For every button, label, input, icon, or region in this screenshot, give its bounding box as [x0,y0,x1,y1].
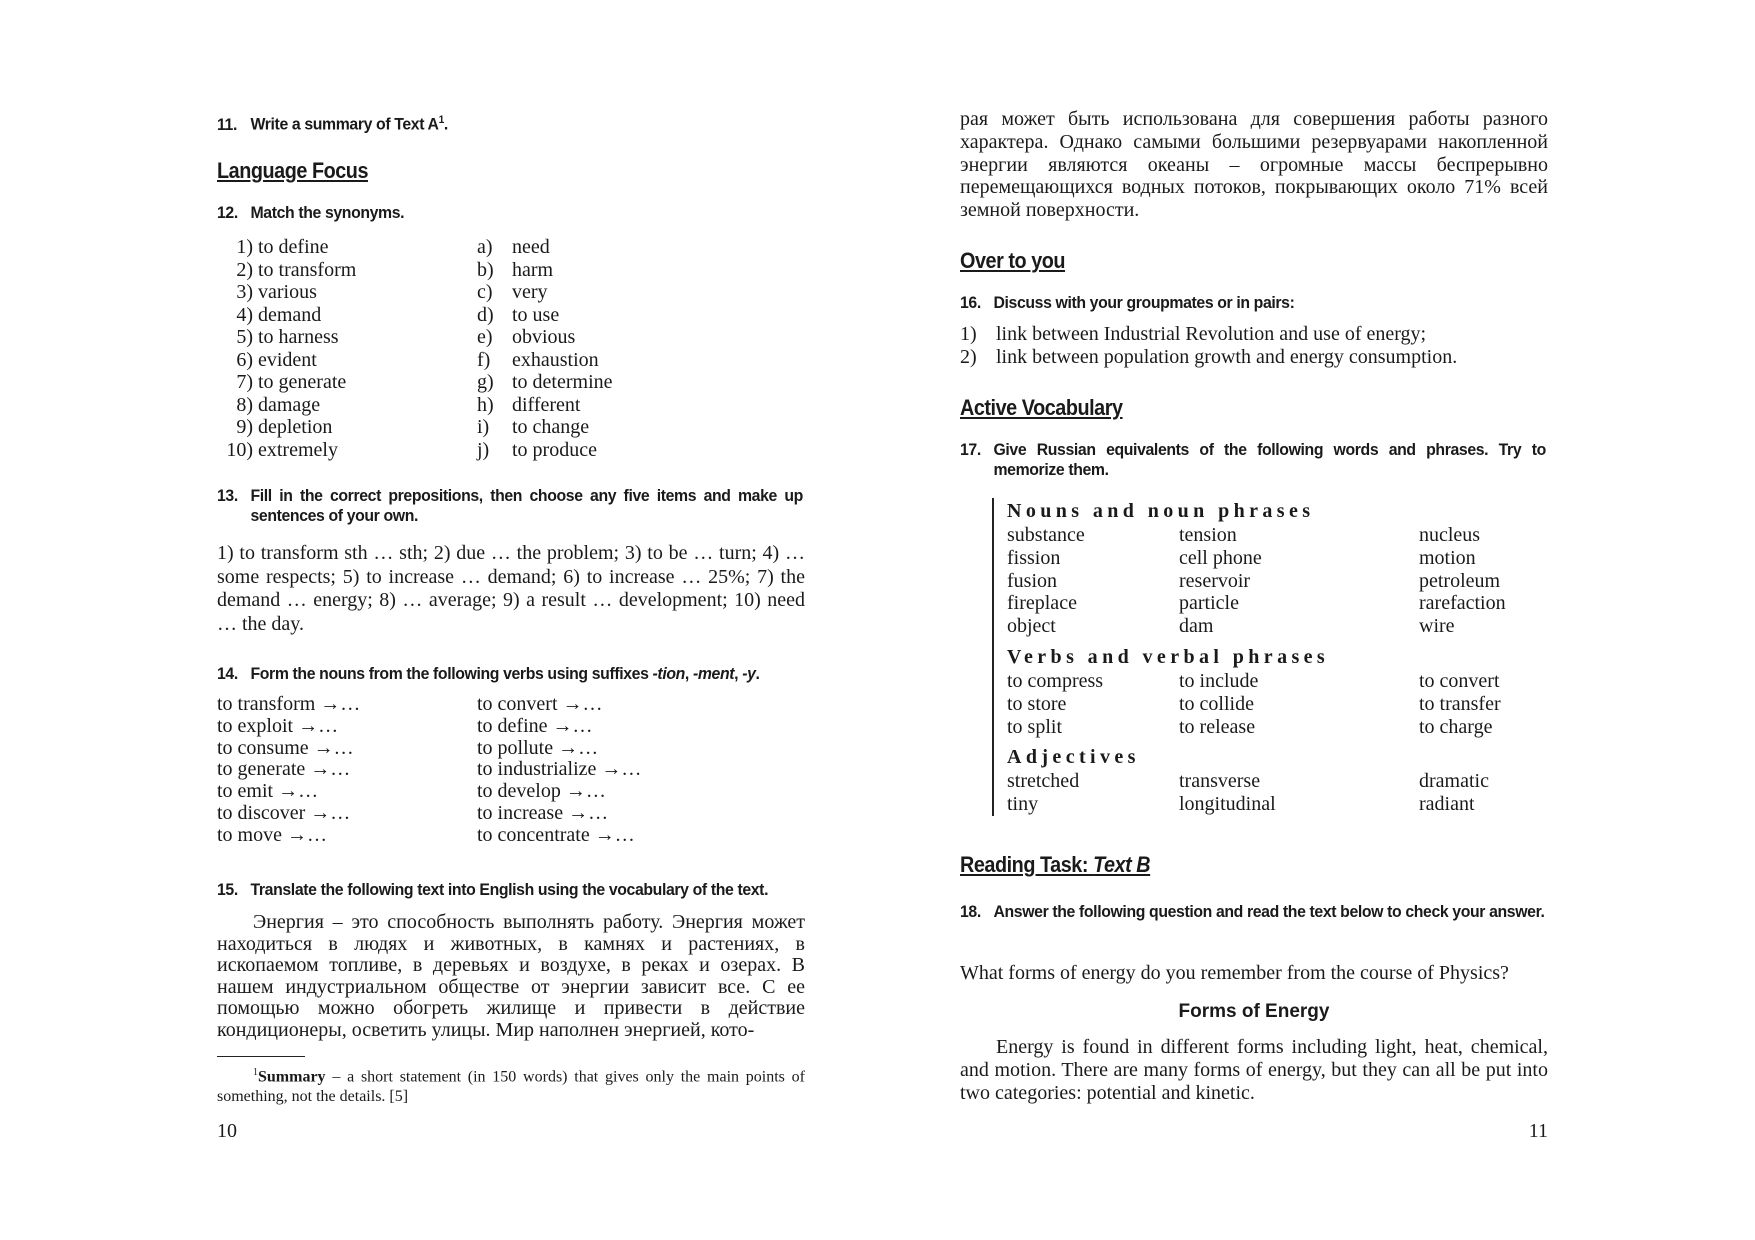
vocab-word: fireplace [1007,592,1077,615]
page-number: 10 [217,1120,237,1142]
vocab-word: to collide [1179,692,1254,715]
verb-item: to convert →… [477,693,603,715]
vocab-word: to include [1179,669,1259,692]
footnote: $^1$Summary – a short statement (in 150 words) that gives only the main points of something, not the details. [5] [217,1067,805,1106]
footnote-rule [217,1056,305,1057]
synonym-item: 5) to harness [236,326,339,348]
synonym-item: 9) depletion [236,416,333,438]
vocab-word: radiant [1419,793,1475,816]
verb-item: to exploit →… [217,714,339,737]
verbs-left [217,694,477,847]
vocab-word: object [1007,615,1056,638]
synonyms-right [477,236,777,461]
vocab-word: substance [1007,524,1085,546]
verb-item: to move →… [217,823,327,846]
discussion-item: 1) link between Industrial Revolution and use of energy; [960,323,1427,345]
vocab-word: to charge [1419,715,1493,738]
text-title: Forms of Energy [1178,1001,1330,1022]
nouns-heading: Nouns and noun phrases [1007,500,1315,522]
left-page [217,0,805,1240]
verb-item: to discover →… [217,801,351,824]
verb-item: to increase →… [477,801,609,824]
text-continuation: рая может быть использована для совершения работы разного характера. Однако самыми большими резервуарами накопленной энергии являются океаны – огромные массы беспрерывно перемещающихся водных потоков, покрывающих около 71% всей земной поверхности. [960,108,1548,222]
verb-item: to consume →… [217,736,354,759]
synonym-match: h) different [477,393,581,416]
vocab-word: to store [1007,692,1067,715]
right-page [960,0,1548,1240]
vocab-word: fusion [1007,569,1057,592]
synonym-match: c) very [477,281,548,303]
vocab-word: wire [1419,615,1455,638]
vocab-word: to split [1007,715,1063,738]
vocab-word: motion [1419,546,1476,569]
verbs-right [477,694,777,847]
task-16: 16. Discuss with your groupmates or in pairs: [960,293,1295,312]
adjectives-grid [1007,770,1537,816]
synonym-match: e) obvious [477,326,576,348]
adjectives-heading: Adjectives [1007,746,1140,769]
verbs-heading: Verbs and verbal phrases [1007,645,1330,668]
synonym-item: 4) demand [236,303,322,326]
text-b-body: Energy is found in different forms including light, heat, chemical, and motion. There are many forms of energy, but they can all be put into two categories: potential and kinetic. [960,1036,1548,1104]
vocab-word: to release [1179,715,1256,738]
vocab-word: tiny [1007,793,1039,816]
vocabulary-box [992,498,1537,816]
verb-item: to define →… [477,714,593,737]
section-language-focus: Language Focus [217,158,369,183]
synonym-item: 2) to transform [236,258,357,281]
nouns-grid [1007,524,1537,638]
task-12: 12. Match the synonyms. [217,203,405,222]
synonyms-left [217,236,477,461]
task-17: 17. Give Russian equivalents of the following words and phrases. Try to memorize them. [960,440,1546,479]
section-reading-task: Reading Task: Text B [960,852,1151,877]
synonym-match: d) to use [477,303,560,326]
vocab-word: particle [1179,592,1239,615]
verb-item: to concentrate →… [477,823,635,846]
vocab-word: fission [1007,546,1061,569]
synonym-match: i) to change [477,416,590,438]
task-13: 13. Fill in the correct prepositions, then choose any five items and make up sentences of your own. [217,486,803,525]
synonym-match: b) harm [477,258,554,281]
synonym-match: g) to determine [477,371,613,393]
discussion-list [960,323,1457,369]
vocab-word: to convert [1419,669,1500,692]
verb-item: to transform →… [217,693,361,715]
verb-item: to generate →… [217,758,351,781]
verb-item: to industrialize →… [477,758,642,781]
synonym-item: 1) to define [236,236,329,258]
synonym-match: a) need [477,236,550,258]
synonym-item: 10) extremely [226,438,338,461]
verbs-grid [1007,670,1537,738]
synonym-item: 3) various [236,281,317,303]
task-13-items: 1) to transform sth … sth; 2) due … the problem; 3) to be … turn; 4) … some respects; 5) to increase … demand; 6) to increase … 25%; 7) the demand … energy; 8) … average; 9) a result … development; 10) need … the day. [217,542,805,635]
vocab-word: petroleum [1419,569,1501,592]
vocab-word: dam [1179,615,1214,638]
discussion-item: 2) link between population growth and energy consumption. [960,346,1458,368]
verb-item: to emit →… [217,780,319,803]
synonym-match: f) exhaustion [477,348,599,371]
question: What forms of energy do you remember from the course of Physics? [960,962,1509,984]
vocab-word: to transfer [1419,692,1501,715]
task-14: 14. Form the nouns from the following verbs using suffixes -tion, -ment, -y. [217,664,760,683]
synonym-item: 6) evident [236,348,317,371]
verb-item: to pollute →… [477,736,599,759]
vocab-word: rarefaction [1419,592,1506,615]
vocab-word: nucleus [1419,524,1481,546]
task-18: 18. Answer the following question and read the text below to check your answer. [960,902,1545,921]
vocab-word: cell phone [1179,546,1262,569]
synonym-item: 7) to generate [236,371,347,393]
task-11: 11. Write a summary of Text $A^1$. [217,114,448,134]
page-number: 11 [1528,1120,1548,1142]
vocab-word: to compress [1007,669,1104,692]
vocab-word: transverse [1179,770,1261,793]
section-active-vocabulary: Active Vocabulary [960,395,1123,420]
vocab-word: stretched [1007,770,1080,793]
vocab-word: reservoir [1179,569,1251,592]
vocab-word: tension [1179,524,1237,546]
verb-item: to develop →… [477,780,606,803]
synonym-item: 8) damage [236,393,321,416]
vocab-word: longitudinal [1179,793,1276,816]
section-over-to-you: Over to you [960,248,1066,273]
synonyms-list [217,236,777,461]
vocab-word: dramatic [1419,770,1489,793]
task-15: 15. Translate the following text into English using the vocabulary of the text. [217,880,769,899]
verbs-list [217,694,777,847]
task-15-text: Энергия – это способность выполнять работу. Энергия может находиться в людях и животных, в камнях и растениях, в ископаемом топливе, в деревьях и воздухе, в реках и озерах. В нашем индустриальном обществе от энергии зависит все. С ее помощью можно обогреть жилище и привести в действие кондиционеры, осветить улицы. Мир наполнен энергией, кото- [217,911,805,1041]
synonym-match: j) to produce [477,438,597,461]
